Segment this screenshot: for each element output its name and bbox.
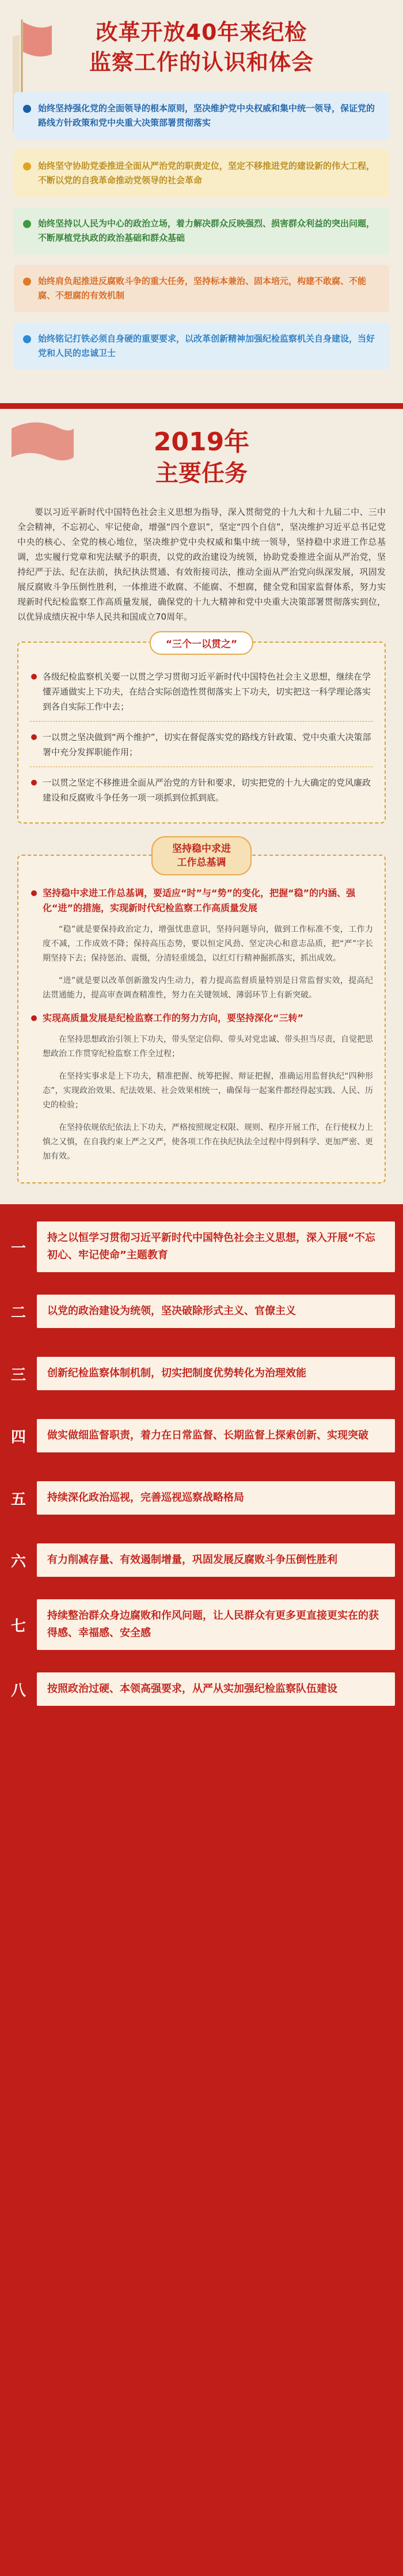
task-item-5 (0, 1475, 403, 1521)
task-list (0, 1204, 403, 1740)
key-point-text: 实现高质量发展是纪检监察工作的努力方向，要坚持深化“三转” (43, 1012, 304, 1023)
reflection-cards (14, 92, 389, 370)
key-point (30, 886, 373, 916)
task-number: 六 (10, 1553, 26, 1570)
reflection-card-5 (14, 323, 389, 370)
main-tasks-title: 主要任务 (155, 460, 248, 487)
list-item (30, 775, 373, 805)
bullet-dot-icon (23, 220, 31, 228)
paragraph: “稳”就是要保持政治定力，增强忧患意识，坚持问题导向，做到工作标准不变，工作力度不减，工作成效不降；保持高压态势，要以恒定风劲、坚定决心和意志品质，把“严”字长期坚持下去；保持惩治、震慑，分清轻重缓急，以红灯行精神掘抓落实，抓出成效。 (43, 925, 373, 963)
paragraph: 在坚持依规依纪依法上下功夫，严格按照规定权限、规则、程序开展工作，在行使权力上慎之又慎，在自我约束上严之又严，使各项工作在执纪执法全过程中得到科学、更加严密、更加有效。 (43, 1123, 373, 1161)
reflection-card-text: 始终坚持强化党的全面领导的根本原则，坚决维护党中央权威和集中统一领导，保证党的路线方针政策和党中央重大决策部署贯彻落实 (38, 103, 375, 128)
divider (30, 721, 373, 722)
task-number: 五 (10, 1490, 26, 1508)
list-item-text: 一以贯之坚定不移推进全面从严治党的方针和要求，切实把党的十九大确定的党风廉政建设和反腐败斗争任务一项一项抓到位抓到底。 (43, 777, 371, 803)
task-number: 七 (10, 1617, 26, 1635)
three-consistent-label: “三个一以贯之” (150, 631, 253, 655)
reflection-card-2 (14, 150, 389, 197)
tasks-2019-section (0, 409, 403, 1204)
bullet-dot-icon (31, 1015, 37, 1021)
section1-title-line2: 监察工作的认识和体会 (89, 50, 314, 75)
bullet-dot-icon (23, 278, 31, 286)
task-text: 按照政治过硬、本领高强要求，从严从实加强纪检监察队伍建设 (37, 1672, 395, 1706)
reflection-card-1 (14, 92, 389, 139)
task-text: 以党的政治建设为统领，坚决破除形式主义、官僚主义 (37, 1295, 395, 1328)
intro-paragraph: 要以习近平新时代中国特色社会主义思想为指导，深入贯彻党的十九大和十九届二中、三中全会精神，不忘初心、牢记使命，增强“四个意识”，坚定“四个自信”，坚决维护习近平总书记党中央的核心、全党的核心地位，坚决维护党中央权威和集中统一领导，坚持稳中求进工作总基调，忠实履行党章和宪法赋予的职责，以党的政治建设为统领，协助党委推进全面从严治党，坚持纪严于法、纪在法前，执纪执法贯通、有效衔接司法，推动全面从严治党向纵深发展，巩固发展反腐败斗争压倒性胜利，一体推进不敢腐、不能腐、不想腐，健全党和国家监督体系，努力实现新时代纪检监察工作高质量发展，确保党的十九大精神和党中央重大决策部署贯彻落实到位，以优异成绩庆祝中华人民共和国成立70周年。 (17, 507, 386, 622)
label-line2: 工作总基调 (177, 857, 226, 868)
section1-title-line1: 改革开放40年来纪检 (96, 20, 307, 45)
reflections-section (0, 0, 403, 409)
bullet-dot-icon (31, 674, 37, 680)
task-item-7 (0, 1599, 403, 1650)
task-text: 持续整治群众身边腐败和作风问题，让人民群众有更多更直接更实在的获得感、幸福感、安全感 (37, 1599, 395, 1650)
reflection-card-text: 始终铭记打铁必须自身硬的重要要求，以改革创新精神加强纪检监察机关自身建设，当好党和人民的忠诚卫士 (38, 333, 375, 358)
task-text: 持续深化政治巡视，完善巡视巡察战略格局 (37, 1481, 395, 1515)
task-item-1 (0, 1221, 403, 1272)
key-point (30, 1011, 373, 1026)
task-text: 持之以恒学习贯彻习近平新时代中国特色社会主义思想，深入开展“不忘初心、牢记使命”主题教育 (37, 1221, 395, 1272)
task-item-3 (0, 1350, 403, 1397)
list-item (30, 669, 373, 714)
reflection-card-4 (14, 265, 389, 312)
bullet-dot-icon (31, 780, 37, 786)
task-number: 四 (10, 1428, 26, 1446)
bullet-dot-icon (23, 105, 31, 113)
bullet-dot-icon (31, 734, 37, 740)
task-number: 三 (10, 1366, 26, 1384)
bullet-dot-icon (23, 335, 31, 343)
task-number: 八 (10, 1682, 26, 1699)
reflection-card-text: 始终坚守协助党委推进全面从严治党的职责定位，坚定不移推进党的建设新的伟大工程，不断以党的自我革命推动党领导的社会革命 (38, 161, 375, 185)
task-text: 创新纪检监察体制机制，切实把制度优势转化为治理效能 (37, 1357, 395, 1390)
red-flag-decoration (6, 417, 75, 480)
paragraph: “进”就是要以改革创新激发内生动力，着力提高监督质量特别是日常监督实效，提高纪法贯通能力，提高审查调查精准性，努力在关键领域、薄弱环节上有新突破。 (43, 976, 373, 1000)
three-consistent-box (17, 639, 386, 824)
reflection-card-text: 始终肩负起推进反腐败斗争的重大任务，坚持标本兼治、固本培元，构建不敢腐、不能腐、不想腐的有效机制 (38, 276, 367, 301)
label-line1: 坚持稳中求进 (172, 843, 231, 855)
task-item-2 (0, 1288, 403, 1334)
task-item-8 (0, 1666, 403, 1712)
key-point-text: 坚持稳中求进工作总基调，要适应“时”与“势”的变化，把握“稳”的内涵、强化“进”的措施，实现新时代纪检监察工作高质量发展 (43, 887, 356, 913)
steady-progress-label (151, 836, 252, 875)
task-text: 有力削减存量、有效遏制增量，巩固发展反腐败斗争压倒性胜利 (37, 1543, 395, 1577)
bullet-dot-icon (31, 890, 37, 896)
task-item-4 (0, 1413, 403, 1459)
reflection-card-3 (14, 207, 389, 255)
paragraph: 在坚持思想政治引领上下功夫，带头坚定信仰、带头对党忠诚、带头担当尽责，自觉把思想政治工作贯穿纪检监察工作全过程； (43, 1035, 373, 1059)
steady-progress-box (17, 843, 386, 1183)
task-number: 一 (10, 1239, 26, 1257)
paragraph: 在坚持实事求是上下功夫，精准把握、统筹把握、辩证把握，准确运用监督执纪“四种形态”，实现政治效果、纪法效果、社会效果相统一，确保每一起案件都经得起实践、人民、历史的检验； (43, 1072, 373, 1110)
task-text: 做实做细监督职责，着力在日常监督、长期监督上探索创新、实现突破 (37, 1419, 395, 1452)
bullet-dot-icon (23, 162, 31, 170)
year-title: 2019年 (153, 427, 250, 457)
reflection-card-text: 始终坚持以人民为中心的政治立场，着力解决群众反映强烈、损害群众利益的突出问题，不断厚植党执政的政治基础和群众基础 (38, 218, 375, 243)
task-number: 二 (10, 1304, 26, 1322)
list-item (30, 730, 373, 760)
list-item-text: 一以贯之坚决做到“两个维护”，切实在督促落实党的路线方针政策、党中央重大决策部署中充分发挥职能作用； (43, 732, 371, 757)
task-item-6 (0, 1537, 403, 1583)
list-item-text: 各级纪检监察机关要一以贯之学习贯彻习近平新时代中国特色社会主义思想，继续在学懂弄通做实上下功夫，在结合实际创造性贯彻落实上下功夫，切实把这一科学理论落实到各自实际工作中去； (43, 671, 371, 712)
